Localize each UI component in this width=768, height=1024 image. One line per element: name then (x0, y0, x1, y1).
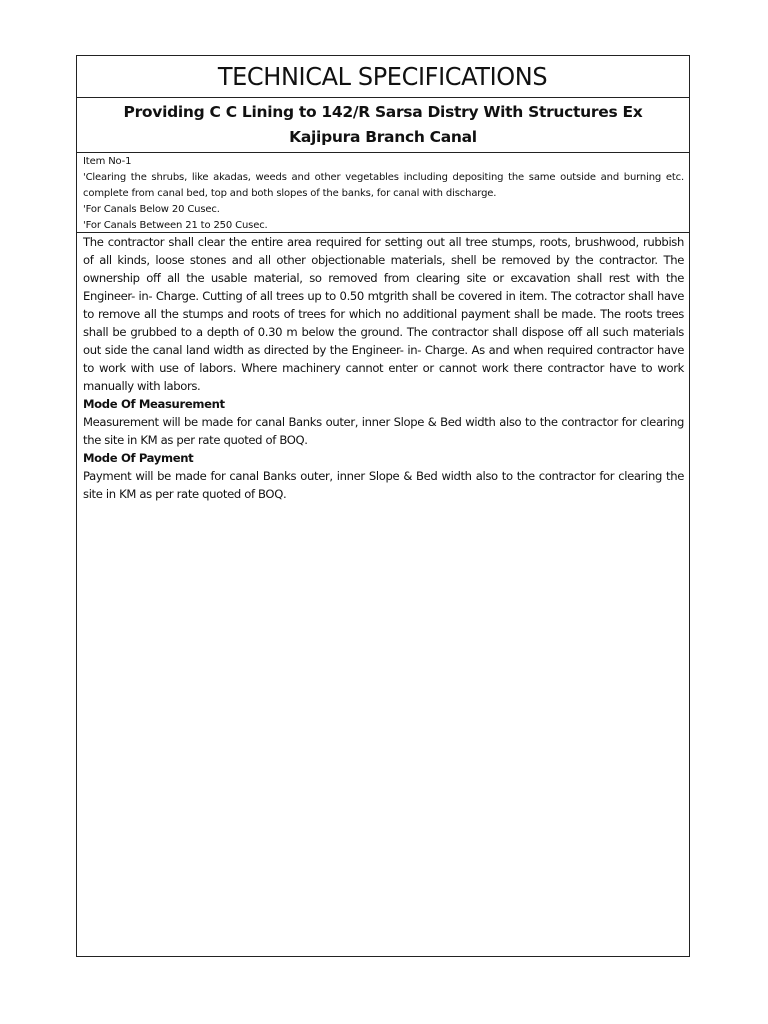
measurement-heading: Mode Of Measurement (83, 397, 225, 411)
payment-heading: Mode Of Payment (83, 451, 194, 465)
document-subtitle: Providing C C Lining to 142/R Sarsa Distry With Structures Ex Kajipura Branch Canal (123, 103, 643, 146)
specification-body (77, 233, 689, 503)
subtitle-row (77, 98, 689, 153)
measurement-text: Measurement will be made for canal Banks outer, inner Slope & Bed width also to the contractor for clearing the site in KM as per rate quoted of BOQ. (83, 415, 684, 447)
item-description: 'Clearing the shrubs, like akadas, weeds and other vegetables including depositing the same outside and burning etc. complete from canal bed, top and both slopes of the banks, for canal with discharge. (83, 172, 684, 199)
document-title: TECHNICAL SPECIFICATIONS (218, 62, 548, 91)
title-row (77, 56, 689, 98)
item-section (77, 153, 689, 233)
item-number: Item No-1 (83, 156, 132, 167)
document-frame (76, 55, 690, 957)
item-sub-item-1: 'For Canals Below 20 Cusec. (83, 204, 220, 215)
clearing-paragraph: The contractor shall clear the entire area required for setting out all tree stumps, roots, brushwood, rubbish of all kinds, loose stones and all other objectionable materials, shell be removed by the contractor. The ownership off all the usable material, so removed from clearing site or excavation shall rest with the Engineer- in- Charge. Cutting of all trees up to 0.50 mtgrith shall be covered in item. The cotractor shall have to remove all the stumps and roots of trees for which no additional payment shall be made. The roots trees shall be grubbed to a depth of 0.30 m below the ground. The contractor shall dispose off all such materials out side the canal land width as directed by the Engineer- in- Charge. As and when required contractor have to work with use of labors. Where machinery cannot enter or cannot work there contractor have to work manually with labors. (83, 235, 684, 393)
item-sub-item-2: 'For Canals Between 21 to 250 Cusec. (83, 220, 268, 231)
payment-text: Payment will be made for canal Banks outer, inner Slope & Bed width also to the contractor for clearing the site in KM as per rate quoted of BOQ. (83, 469, 684, 501)
